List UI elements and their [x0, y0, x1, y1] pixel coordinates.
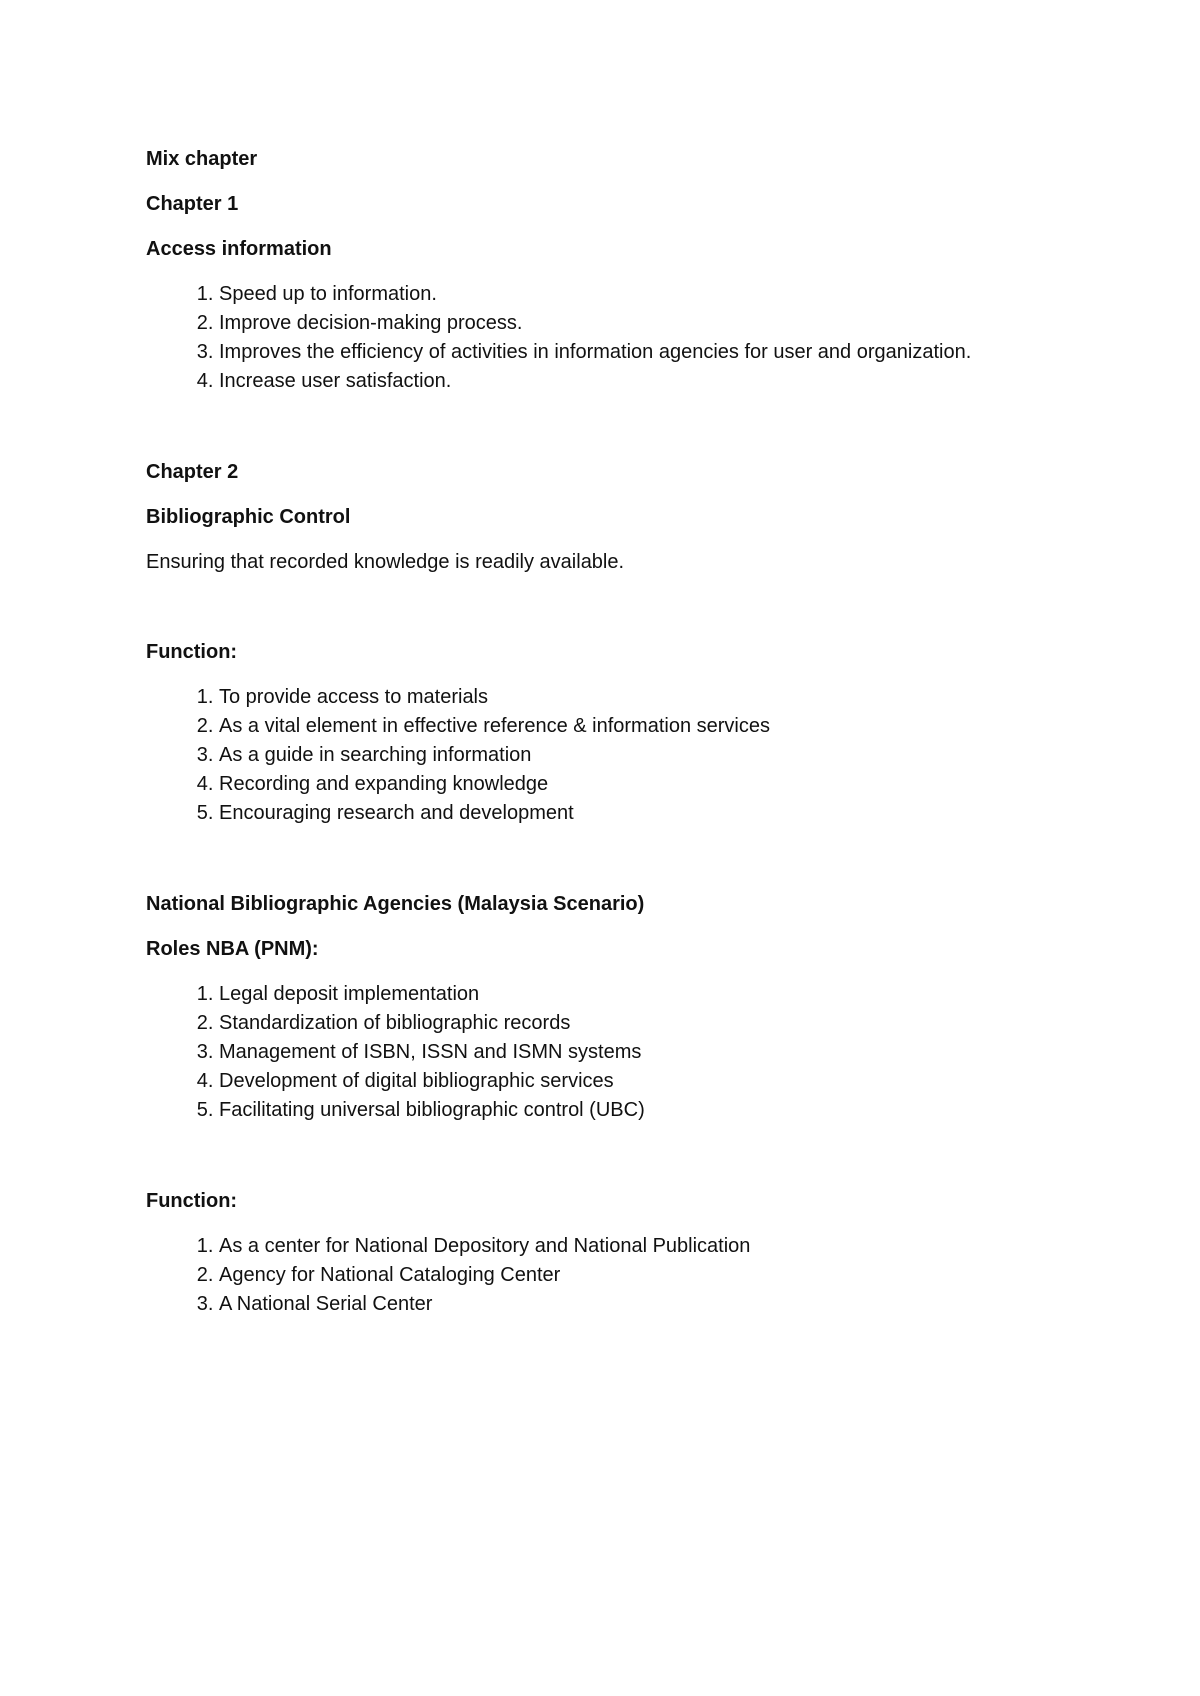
nba-function-list: [146, 1232, 1086, 1319]
list-item: 4. Increase user satisfaction.: [219, 367, 1086, 396]
bibliographic-control-definition: Ensuring that recorded knowledge is readily available.: [146, 551, 625, 573]
bibliographic-control-heading: Bibliographic Control: [146, 506, 351, 528]
list-item: 2. As a vital element in effective reference & information services: [219, 712, 1086, 741]
list-item: 3. Management of ISBN, ISSN and ISMN systems: [219, 1038, 1086, 1067]
nba-heading: National Bibliographic Agencies (Malaysia Scenario): [146, 893, 645, 915]
roles-heading: Roles NBA (PNM):: [146, 938, 319, 960]
chapter2-heading: Chapter 2: [146, 461, 239, 483]
spacer: [146, 593, 1086, 638]
function-heading: Function:: [146, 641, 238, 663]
list-item: 1. As a center for National Depository and National Publication: [219, 1232, 1086, 1261]
list-item: 5. Facilitating universal bibliographic control (UBC): [219, 1096, 1086, 1125]
roles-list: [146, 980, 1086, 1125]
spacer: [146, 844, 1086, 890]
list-item: 1. Legal deposit implementation: [219, 980, 1086, 1009]
list-item: 2. Standardization of bibliographic records: [219, 1009, 1086, 1038]
list-item: 4. Development of digital bibliographic services: [219, 1067, 1086, 1096]
function-list: [146, 683, 1086, 828]
access-information-heading: Access information: [146, 238, 332, 260]
list-item: 3. As a guide in searching information: [219, 741, 1086, 770]
spacer: [146, 1141, 1086, 1187]
document-title: Mix chapter: [146, 148, 258, 170]
list-item: 2. Agency for National Cataloging Center: [219, 1261, 1086, 1290]
list-item: 2. Improve decision-making process.: [219, 309, 1086, 338]
chapter1-heading: Chapter 1: [146, 193, 239, 215]
nba-function-heading: Function:: [146, 1190, 238, 1212]
access-information-list: [146, 280, 1086, 396]
list-item: 1. To provide access to materials: [219, 683, 1086, 712]
list-item: 4. Recording and expanding knowledge: [219, 770, 1086, 799]
list-item: 3. A National Serial Center: [219, 1290, 1086, 1319]
document-content: [146, 145, 1086, 1335]
list-item: 3. Improves the efficiency of activities in information agencies for user and organization.: [219, 338, 1086, 367]
spacer: [146, 412, 1086, 458]
list-item: 1. Speed up to information.: [219, 280, 1086, 309]
list-item: 5. Encouraging research and development: [219, 799, 1086, 828]
